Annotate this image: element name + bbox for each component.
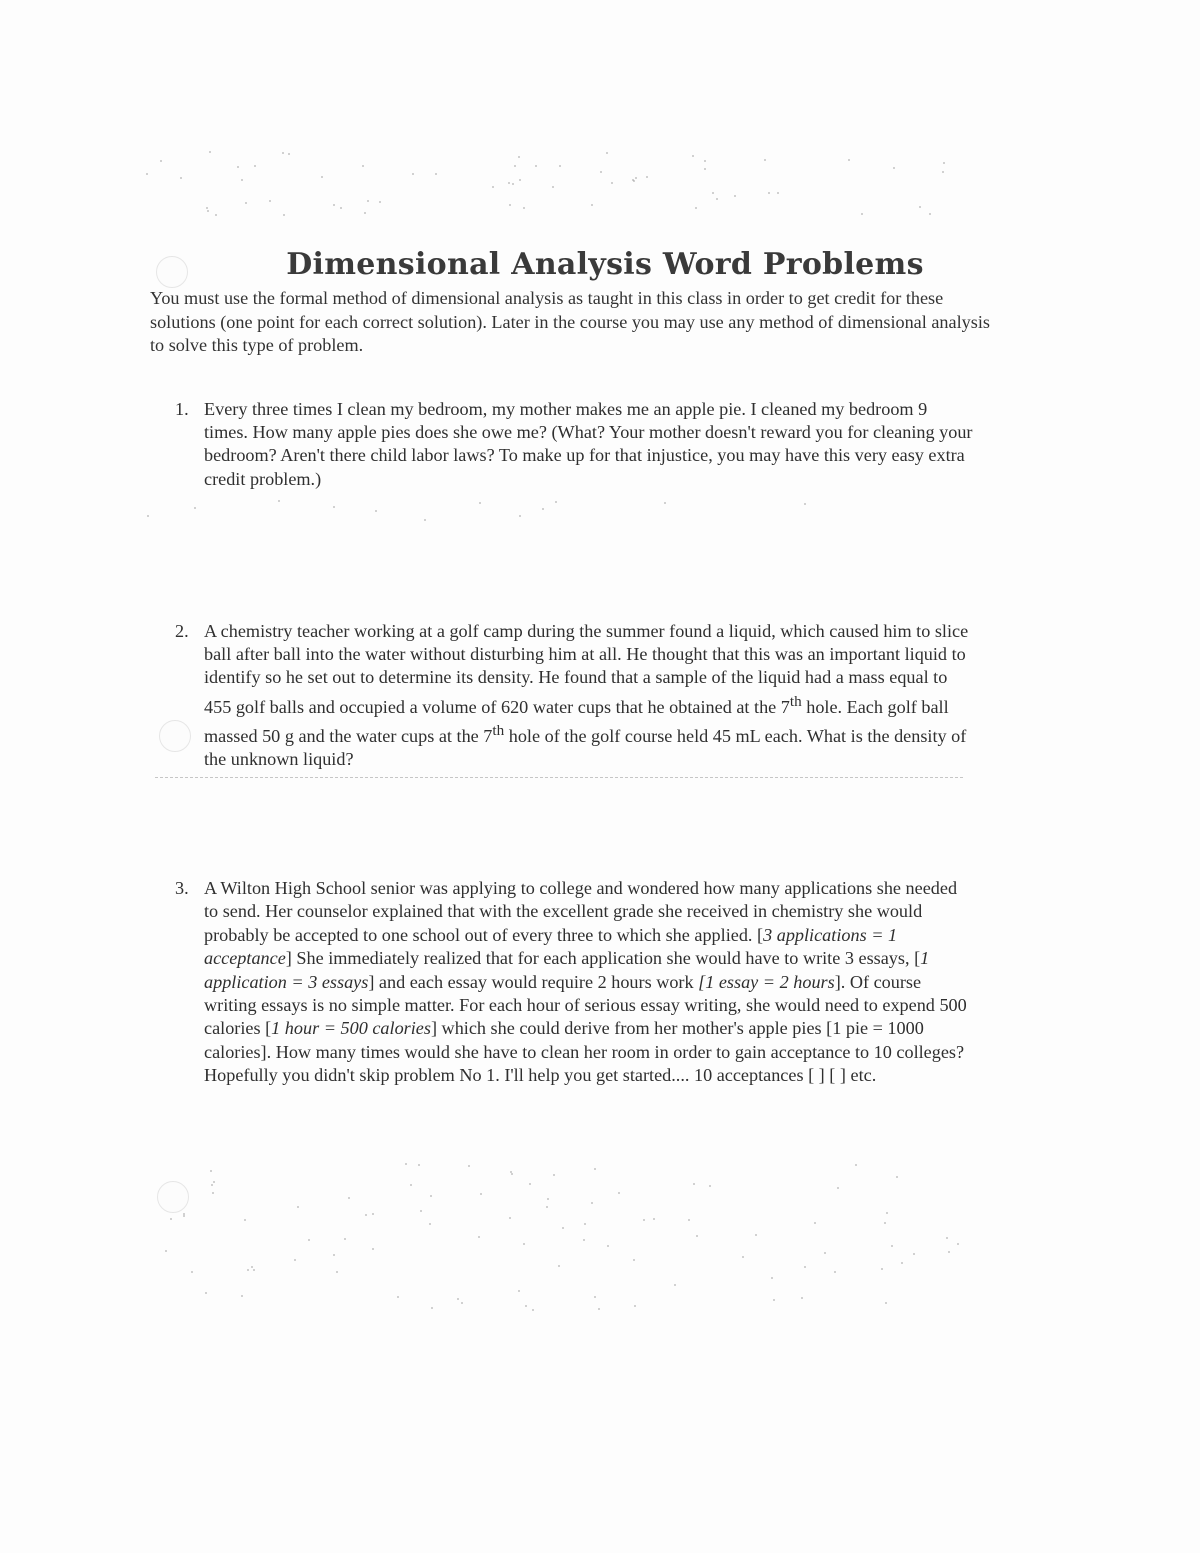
scan-speck	[594, 1296, 596, 1298]
scan-speck	[704, 160, 706, 162]
scan-speck	[254, 165, 256, 167]
scan-speck	[213, 1181, 215, 1183]
conversion-factor: 1 application = 3 essays	[204, 948, 930, 992]
problem-number: 2.	[175, 621, 189, 641]
problem-text-part: hole. Each golf ball massed 50 g and the water cups at the 7	[204, 696, 949, 746]
scan-speck	[755, 1234, 757, 1236]
problem-text-part: ] which she could derive from her mother's apple pies [1 pie = 1000 calories]. How many times would she have to clean her room in order to gain acceptance to 10 colleges? Hopefully you didn't skip problem No 1. I'll help you get started.... 10 acceptances [ ] [ ] etc.	[204, 1018, 965, 1086]
problem-3	[175, 877, 975, 1088]
scan-speck	[848, 159, 850, 161]
problem-text-part: ] and each essay would require 2 hours work	[368, 971, 699, 992]
scan-speck	[607, 1245, 609, 1247]
scan-speck	[943, 162, 945, 164]
scan-speck	[247, 1269, 249, 1271]
scan-speck	[209, 151, 211, 153]
scan-speck	[210, 1170, 212, 1172]
scan-speck	[518, 1290, 520, 1292]
scan-speck	[418, 1164, 420, 1166]
scan-speck	[241, 1295, 243, 1297]
scan-speck	[696, 1235, 698, 1237]
scan-speck	[340, 207, 342, 209]
scan-speck	[424, 519, 426, 521]
scan-speck	[584, 1223, 586, 1225]
intro-paragraph: You must use the formal method of dimensional analysis as taught in this class in order to get credit for these solutions (one point for each correct solution). Later in the course you may use any method of dimensional analysis to solve this type of problem.	[150, 288, 990, 355]
scan-speck	[207, 210, 209, 212]
scan-speck	[420, 1210, 422, 1212]
scan-speck	[278, 500, 280, 502]
scan-speck	[884, 1222, 886, 1224]
scan-speck	[479, 502, 481, 504]
scan-speck	[773, 1299, 775, 1301]
scan-speck	[801, 1297, 803, 1299]
problem-text-part: ]. Of course writing essays is no simple matter. For each hour of serious essay writing, she would need to expend 500 calories [	[204, 971, 967, 1039]
scan-speck	[600, 171, 602, 173]
scan-speck	[308, 1239, 310, 1241]
scan-speck	[834, 1271, 836, 1273]
scan-speck	[412, 173, 414, 175]
scan-speck	[771, 1277, 773, 1279]
scan-speck	[245, 202, 247, 204]
scan-speck	[514, 165, 516, 167]
scan-speck	[929, 213, 931, 215]
problem-text	[204, 877, 975, 1088]
scan-speck	[653, 1218, 655, 1220]
scan-speck	[431, 1307, 433, 1309]
scan-speck	[861, 213, 863, 215]
scan-speck	[180, 177, 182, 179]
scan-speck	[611, 182, 613, 184]
scan-speck	[457, 1298, 459, 1300]
scan-speck	[546, 1206, 548, 1208]
scan-speck	[635, 177, 637, 179]
scan-speck	[362, 165, 364, 167]
scan-speck	[523, 207, 525, 209]
scan-speck	[709, 1185, 711, 1187]
scan-speck	[478, 1236, 480, 1238]
ordinal-superscript: th	[789, 692, 802, 710]
scan-speck	[333, 1254, 335, 1256]
scan-speck	[913, 1253, 915, 1255]
scan-speck	[529, 1183, 531, 1185]
scan-speck	[206, 207, 208, 209]
scan-speck	[194, 507, 196, 509]
scan-speck	[704, 168, 706, 170]
conversion-factor: [1 essay = 2 hours	[698, 971, 835, 992]
scan-speck	[211, 1184, 213, 1186]
scan-speck	[297, 1206, 299, 1208]
scan-speck	[764, 159, 766, 161]
scan-speck	[919, 206, 921, 208]
scan-speck	[562, 1227, 564, 1229]
scan-speck	[191, 1271, 193, 1273]
problem-text-part: A chemistry teacher working at a golf camp during the summer found a liquid, which caused him to slice ball after ball into the water without disturbing him at all. He thought that this was an important liquid to identify so he set out to determine its density. He found that a sample of the liquid had a mass equal to 455 golf balls and occupied a volume of 620 water cups that he obtained at the 7	[204, 621, 969, 717]
scan-speck	[294, 1259, 296, 1261]
scan-speck	[146, 173, 148, 175]
scan-speck	[253, 1269, 255, 1271]
scan-speck	[244, 1219, 246, 1221]
separator-line	[155, 777, 963, 778]
scan-speck	[591, 204, 593, 206]
problem-1	[175, 398, 975, 491]
scan-speck	[804, 1266, 806, 1268]
problem-text-part: hole of the golf course held 45 mL each. What is the density of the unknown liquid?	[204, 725, 967, 770]
scan-speck	[429, 1223, 431, 1225]
scan-speck	[886, 1212, 888, 1214]
scan-speck	[559, 165, 561, 167]
scan-speck	[364, 212, 366, 214]
scan-speck	[891, 1245, 893, 1247]
scan-speck	[269, 200, 271, 202]
scan-speck	[348, 1197, 350, 1199]
scan-speck	[896, 1176, 898, 1178]
scan-speck	[147, 515, 149, 517]
scan-speck	[591, 1202, 593, 1204]
scan-speck	[598, 1308, 600, 1310]
scan-speck	[511, 1173, 513, 1175]
scan-speck	[837, 1187, 839, 1189]
scan-speck	[525, 1305, 527, 1307]
conversion-factor: 3 applications = 1 acceptance	[204, 924, 898, 969]
scan-speck	[946, 1237, 948, 1239]
scan-speck	[405, 1163, 407, 1165]
scan-speck	[693, 1183, 695, 1185]
scan-speck	[367, 200, 369, 202]
scan-speck	[212, 1192, 214, 1194]
scan-speck	[397, 1296, 399, 1298]
scan-speck	[893, 167, 895, 169]
scan-speck	[492, 186, 494, 188]
scan-speck	[183, 1213, 185, 1215]
scan-speck	[555, 501, 557, 503]
scan-speck	[518, 156, 520, 158]
problem-text: Every three times I clean my bedroom, my mother makes me an apple pie. I cleaned my bedroom 9 times. How many apple pies does she owe me? (What? Your mother doesn't reward you for cleaning your bedroom? Aren't there child labor laws? To make up for that injustice, you may have this very easy extra credit problem.)	[204, 399, 973, 489]
scan-speck	[777, 192, 779, 194]
scan-speck	[804, 503, 806, 505]
scan-speck	[430, 1195, 432, 1197]
scan-speck	[618, 1192, 620, 1194]
scan-speck	[375, 510, 377, 512]
problem-number: 3.	[175, 878, 189, 898]
problem-text-part: A Wilton High School senior was applying to college and wondered how many applications she needed to send. Her counselor explained that with the excellent grade she received in chemistry she would probably be accepted to one school out of every three to which she applied. [	[204, 878, 958, 945]
scan-speck	[552, 186, 554, 188]
scan-speck	[695, 207, 697, 209]
scan-speck	[282, 152, 284, 154]
scan-speck	[170, 1218, 172, 1220]
scan-speck	[251, 1266, 253, 1268]
hole-punch-bottom	[157, 1181, 189, 1213]
scan-speck	[633, 1259, 635, 1261]
scan-speck	[814, 1222, 816, 1224]
scan-speck	[716, 198, 718, 200]
scan-speck	[734, 195, 736, 197]
scan-speck	[606, 152, 608, 154]
scan-speck	[942, 171, 944, 173]
scan-speck	[205, 1292, 207, 1294]
conversion-factor: 1 hour = 500 calories	[271, 1018, 431, 1039]
scan-speck	[885, 1302, 887, 1304]
scan-speck	[768, 192, 770, 194]
scan-speck	[688, 1219, 690, 1221]
scan-speck	[674, 1284, 676, 1286]
scan-speck	[542, 508, 544, 510]
scan-speck	[165, 1250, 167, 1252]
scan-speck	[461, 1302, 463, 1304]
scan-speck	[480, 1193, 482, 1195]
scan-speck	[237, 166, 239, 168]
scan-speck	[692, 155, 694, 157]
scan-speck	[336, 1271, 338, 1273]
scan-speck	[957, 1243, 959, 1245]
scan-speck	[365, 1214, 367, 1216]
scan-speck	[344, 1238, 346, 1240]
scan-speck	[410, 1184, 412, 1186]
scan-speck	[283, 214, 285, 216]
scan-speck	[634, 1305, 636, 1307]
scan-speck	[288, 153, 290, 155]
scan-speck	[901, 1262, 903, 1264]
scan-speck	[372, 1248, 374, 1250]
scan-speck	[512, 183, 514, 185]
scan-speck	[468, 1165, 470, 1167]
scan-speck	[435, 173, 437, 175]
scan-speck	[519, 179, 521, 181]
scan-speck	[321, 176, 323, 178]
scan-speck	[558, 1265, 560, 1267]
scan-speck	[509, 204, 511, 206]
ordinal-superscript: th	[492, 721, 505, 739]
scan-speck	[948, 1251, 950, 1253]
scan-speck	[824, 1252, 826, 1254]
scan-speck	[855, 1164, 857, 1166]
problem-text	[204, 620, 975, 771]
scan-speck	[881, 1268, 883, 1270]
scan-speck	[523, 1243, 525, 1245]
problem-number: 1.	[175, 399, 189, 419]
scan-speck	[594, 1168, 596, 1170]
scan-speck	[664, 502, 666, 504]
scan-speck	[712, 192, 714, 194]
scan-speck	[553, 1174, 555, 1176]
scan-speck	[333, 506, 335, 508]
scan-speck	[742, 1256, 744, 1258]
scan-speck	[519, 515, 521, 517]
scan-speck	[333, 204, 335, 206]
scan-speck	[183, 1215, 185, 1217]
scan-speck	[643, 1219, 645, 1221]
scan-speck	[646, 176, 648, 178]
scan-speck	[583, 1239, 585, 1241]
scan-speck	[509, 1217, 511, 1219]
problem-2	[175, 620, 975, 771]
scan-speck	[241, 179, 243, 181]
page-title: Dimensional Analysis Word Problems	[286, 247, 924, 282]
scan-speck	[379, 201, 381, 203]
scan-speck	[633, 180, 635, 182]
scan-speck	[215, 214, 217, 216]
problem-text-part: ] She immediately realized that for each application she would have to write 3 essays, [	[285, 948, 921, 969]
scan-speck	[535, 165, 537, 167]
scan-speck	[372, 1213, 374, 1215]
scan-speck	[532, 1309, 534, 1311]
scan-speck	[508, 182, 510, 184]
scan-speck	[547, 1198, 549, 1200]
scan-speck	[160, 160, 162, 162]
